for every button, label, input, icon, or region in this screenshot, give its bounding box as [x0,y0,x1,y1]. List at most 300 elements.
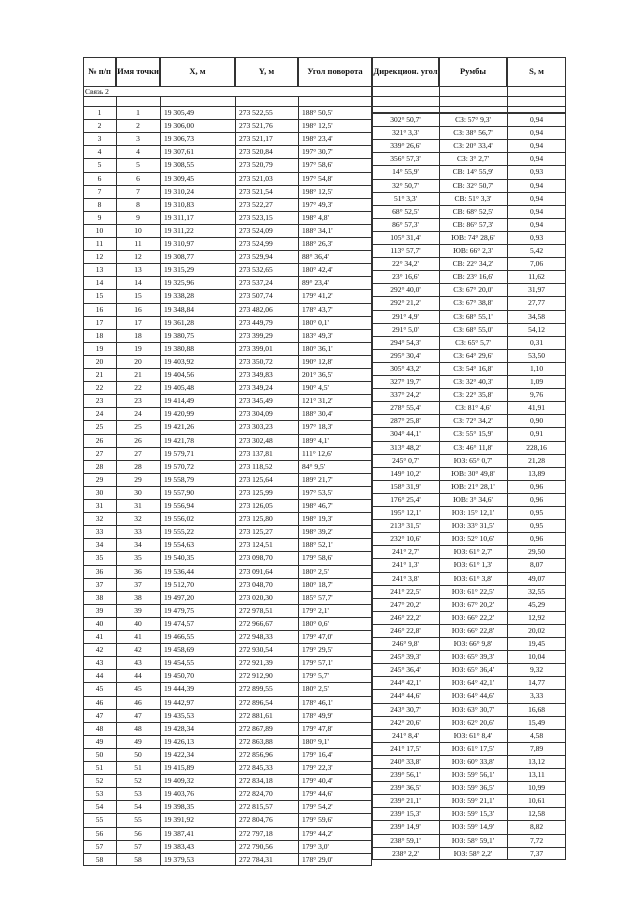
row-divider [372,834,566,835]
x-coordinate: 19 380,75 [164,330,194,340]
direction-angle: 239° 56,1' [390,770,421,779]
row-number: 1 [97,108,102,117]
row-divider [83,486,372,487]
turn-angle: 180° 42,4' [302,265,333,275]
direction-angle: 245° 0,7' [392,455,419,465]
turn-angle: 198° 46,7' [302,501,333,510]
turn-angle: 180° 2,5' [302,566,329,576]
y-coordinate: 273 399,01 [239,343,273,353]
x-coordinate: 19 421,78 [164,435,194,445]
row-number: 41 [95,632,104,641]
row-divider [83,460,372,461]
row-number: 5 [97,160,102,170]
row-divider [83,158,372,159]
x-coordinate: 19 338,28 [164,291,194,301]
row-divider [83,565,372,566]
y-coordinate: 273 048,70 [239,579,273,589]
point-name: 52 [134,776,142,786]
turn-angle: 179° 44,6' [302,789,333,799]
segment-length: 53,50 [528,350,545,360]
turn-angle: 188° 30,4' [302,409,333,419]
row-number: 11 [95,239,104,248]
point-name: 19 [134,343,142,353]
direction-angle: 240° 33,8' [390,756,421,766]
row-number: 21 [95,370,104,379]
x-coordinate: 19 404,56 [164,370,194,379]
x-coordinate: 19 306,00 [164,121,194,131]
rumb-value: СЗ: 57° 9,3' [455,115,491,124]
x-coordinate: 19 556,94 [164,501,194,510]
row-divider [83,578,372,579]
row-number: 4 [97,147,102,157]
row-divider [372,336,566,337]
row-divider [372,310,566,311]
y-coordinate: 273 118,52 [239,461,273,471]
y-coordinate: 273 449,79 [239,317,273,327]
point-name: 25 [134,422,142,432]
direction-angle: 158° 31,9' [390,481,421,491]
turn-angle: 180° 0,1' [302,317,329,327]
turn-angle: 179° 47,0' [302,632,333,641]
turn-angle: 179° 3,0' [302,841,329,851]
point-name: 21 [134,370,142,379]
direction-angle: 242° 20,6' [390,717,421,727]
segment-length: 45,29 [528,599,545,609]
point-name: 1 [136,108,140,117]
row-number: 27 [95,448,104,458]
turn-angle: 189° 4,1' [302,435,329,445]
segment-length: 8,82 [529,822,544,832]
point-name: 9 [136,212,140,222]
row-divider [83,394,372,395]
row-divider [372,257,566,258]
row-divider [372,244,566,245]
direction-angle: 86° 57,3' [392,219,419,229]
x-coordinate: 19 466,55 [164,632,194,641]
turn-angle: 198° 12,5' [302,121,333,131]
y-coordinate: 273 020,30 [239,592,273,602]
segment-length: 12,92 [528,612,545,622]
row-divider [372,624,566,625]
rumb-value: ЮЗ: 59° 56,1' [451,770,495,779]
x-coordinate: 19 308,55 [164,160,194,170]
direction-angle: 51° 3,3' [393,193,418,203]
row-number: 44 [95,671,104,681]
direction-angle: 246° 22,2' [390,612,421,622]
y-coordinate: 272 948,33 [239,632,273,641]
row-divider [83,473,372,474]
row-number: 24 [95,409,104,419]
rumb-value: ЮЗ: 61° 22,5' [451,586,495,596]
row-number: 19 [95,343,104,353]
rumb-value: СЗ: 46° 11,8' [453,442,493,452]
row-divider [83,381,372,382]
x-coordinate: 19 391,92 [164,815,194,825]
turn-angle: 197° 49,3' [302,199,333,209]
row-number: 3 [97,134,102,144]
row-divider [372,847,566,848]
y-coordinate: 273 520,84 [239,147,273,157]
point-name: 39 [134,605,142,615]
y-coordinate: 272 930,54 [239,645,273,655]
turn-angle: 178° 49,9' [302,710,333,720]
x-coordinate: 19 554,63 [164,540,194,550]
direction-angle: 243° 30,7' [390,704,421,714]
x-coordinate: 19 311,22 [164,225,194,235]
turn-angle: 179° 54,2' [302,802,333,812]
rumb-value: ЮВ: 66° 2,3' [453,246,493,255]
rumb-value: ЮЗ: 52° 10,6' [451,534,495,544]
turn-angle: 179° 41,2' [302,291,333,301]
row-number: 38 [95,592,104,602]
row-divider [372,165,566,166]
direction-angle: 287° 25,8' [390,416,421,426]
rumb-value: СЗ: 68° 55,0' [453,324,493,334]
row-divider [372,598,566,599]
row-divider [372,585,566,586]
row-number: 35 [95,553,104,563]
turn-angle: 178° 46,1' [302,697,333,707]
point-name: 2 [136,121,140,131]
y-coordinate: 272 784,31 [239,854,273,864]
direction-angle: 113° 57,7' [390,246,421,255]
rumb-value: ЮЗ: 61° 3,8' [453,573,493,583]
turn-angle: 197° 18,3' [302,422,333,432]
row-number: 51 [95,763,104,772]
rumb-value: СВ: 51° 3,3' [454,193,492,203]
y-coordinate: 273 091,64 [239,566,273,576]
segment-length: 0,94 [529,115,544,124]
header-dir: Дирекцион. угол [372,57,439,87]
point-name: 14 [134,278,142,288]
row-number: 34 [95,540,104,550]
rumb-value: СЗ: 67° 38,8' [453,298,493,308]
direction-angle: 356° 57,3' [390,154,421,164]
direction-angle: 291° 5,0' [392,324,419,334]
direction-angle: 149° 10,2' [390,468,421,478]
direction-angle: 294° 54,3' [390,337,421,347]
rumb-value: СЗ: 22° 35,8' [453,390,493,400]
rumb-value: СВ: 68° 52,5' [452,206,494,216]
row-number: 9 [97,212,102,222]
turn-angle: 197° 58,6' [302,160,333,170]
rumb-value: ЮЗ: 59° 36,5' [451,783,495,793]
x-coordinate: 19 579,71 [164,448,194,458]
segment-length: 9,76 [529,390,544,400]
segment-length: 0,96 [529,481,544,491]
row-divider [83,787,372,788]
rumb-value: СВ: 22° 34,2' [452,259,494,269]
row-number: 22 [95,383,104,393]
rumb-value: ЮЗ: 59° 14,9' [451,822,495,832]
segment-length: 3,33 [529,691,544,701]
turn-angle: 180° 9,1' [302,736,329,746]
turn-angle: 179° 16,4' [302,749,333,759]
row-number: 6 [97,173,102,183]
row-number: 55 [95,815,104,825]
y-coordinate: 273 302,48 [239,435,273,445]
turn-angle: 180° 36,1' [302,343,333,353]
rumb-value: СЗ: 20° 33,4' [453,141,493,151]
point-name: 13 [134,265,142,275]
rumb-value: ЮЗ: 65° 36,4' [451,665,495,675]
direction-angle: 292° 21,2' [390,298,421,308]
y-coordinate: 272 804,76 [239,815,273,825]
point-name: 38 [134,592,142,602]
row-number: 8 [97,199,102,209]
segment-length: 0,94 [529,141,544,151]
row-divider [372,663,566,664]
segment-length: 13,11 [528,770,545,779]
segment-length: 34,58 [528,311,545,321]
row-divider [372,572,566,573]
rumb-value: ЮЗ: 33° 31,5' [451,521,495,531]
direction-angle: 302° 50,7' [390,115,421,124]
header-angle: Угол поворота [298,57,372,87]
row-divider [83,604,372,605]
row-divider [372,414,566,415]
x-coordinate: 19 315,29 [164,265,194,275]
direction-angle: 32° 50,7' [392,180,419,190]
row-divider [83,669,372,670]
segment-length: 0,90 [529,416,544,426]
point-name: 10 [134,225,142,235]
x-coordinate: 19 348,84 [164,304,194,314]
rumb-value: СВ: 14° 55,9' [452,167,494,177]
segment-length: 0,91 [529,429,544,439]
y-coordinate: 273 524,09 [239,225,273,235]
row-divider [372,637,566,638]
row-divider [372,519,566,520]
point-name: 43 [134,658,142,668]
turn-angle: 89° 23,4' [302,278,329,288]
point-name: 8 [136,199,140,209]
direction-angle: 239° 15,3' [390,809,421,819]
row-divider [372,768,566,769]
segment-length: 13,89 [528,468,545,478]
y-coordinate: 272 921,39 [239,658,273,668]
row-divider [83,709,372,710]
point-name: 12 [134,252,142,262]
row-number: 13 [95,265,104,275]
row-divider [372,532,566,533]
row-divider [372,126,566,127]
row-divider [372,441,566,442]
segment-length: 0,93 [529,167,544,177]
point-name: 32 [134,514,142,524]
segment-length: 0,95 [529,508,544,517]
section-label: Связь 2 [85,87,109,96]
x-coordinate: 19 325,96 [164,278,194,288]
y-coordinate: 273 125,99 [239,487,273,497]
segment-length: 41,91 [528,403,545,413]
segment-length: 14,77 [528,678,545,688]
rumb-value: ЮЗ: 66° 9,8' [453,639,493,648]
point-name: 48 [134,723,142,733]
direction-angle: 244° 42,1' [390,678,421,688]
turn-angle: 179° 44,2' [302,828,333,838]
point-name: 30 [134,487,142,497]
row-divider [83,224,372,225]
point-name: 51 [134,763,142,772]
x-coordinate: 19 512,70 [164,579,194,589]
direction-angle: 105° 31,4' [390,232,421,242]
segment-length: 4,58 [529,730,544,740]
point-name: 46 [134,697,142,707]
spacer-row [372,106,566,113]
x-coordinate: 19 570,72 [164,461,194,471]
x-coordinate: 19 403,92 [164,356,194,366]
segment-length: 0,94 [529,193,544,203]
row-divider [372,689,566,690]
rumb-value: ЮЗ: 65° 39,3' [451,652,495,662]
point-name: 7 [136,186,140,196]
point-name: 6 [136,173,140,183]
y-coordinate: 272 815,57 [239,802,273,812]
segment-length: 0,96 [529,494,544,504]
x-coordinate: 19 497,20 [164,592,194,602]
point-name: 45 [134,684,142,694]
turn-angle: 178° 29,0' [302,854,333,864]
row-divider [83,538,372,539]
turn-angle: 188° 52,1' [302,540,333,550]
segment-length: 0,95 [529,521,544,531]
y-coordinate: 273 349,83 [239,370,273,379]
row-divider [372,742,566,743]
segment-length: 49,07 [528,573,545,583]
direction-angle: 337° 24,2' [390,390,421,400]
x-coordinate: 19 387,41 [164,828,194,838]
row-divider [372,676,566,677]
y-coordinate: 273 345,49 [239,396,273,406]
point-name: 17 [134,317,142,327]
row-divider [83,303,372,304]
row-number: 57 [95,841,104,851]
segment-length: 0,94 [529,219,544,229]
row-divider [372,611,566,612]
row-divider [372,231,566,232]
point-name: 29 [134,474,142,484]
turn-angle: 179° 57,1' [302,658,333,668]
x-coordinate: 19 479,75 [164,605,194,615]
row-number: 42 [95,645,104,655]
point-name: 20 [134,356,142,366]
point-name: 53 [134,789,142,799]
direction-angle: 246° 22,8' [390,625,421,635]
row-divider [83,289,372,290]
row-divider [83,682,372,683]
turn-angle: 111° 12,6' [302,448,333,458]
row-divider [372,650,566,651]
rumb-value: СЗ: 55° 15,9' [453,429,493,439]
segment-length: 9,32 [529,665,544,675]
segment-length: 0,94 [529,206,544,216]
direction-angle: 245° 39,3' [390,652,421,662]
row-divider [372,716,566,717]
direction-angle: 241° 8,4' [392,730,419,740]
row-divider [83,512,372,513]
direction-angle: 241° 22,5' [390,586,421,596]
rumb-value: ЮЗ: 59° 15,3' [451,809,495,819]
turn-angle: 188° 34,1' [302,225,333,235]
row-divider [83,853,372,854]
row-divider [83,263,372,264]
turn-angle: 183° 49,3' [302,330,333,340]
turn-angle: 197° 53,5' [302,487,333,497]
direction-angle: 22° 34,2' [392,259,419,269]
turn-angle: 190° 4,5' [302,383,329,393]
row-number: 45 [95,684,104,694]
segment-length: 10,99 [528,783,545,793]
row-divider [83,630,372,631]
rumb-value: СЗ: 38° 56,7' [453,128,493,138]
rumb-value: ЮЗ: 15° 12,1' [451,508,495,517]
direction-angle: 241° 2,7' [392,547,419,557]
y-coordinate: 272 966,67 [239,618,273,628]
row-divider [83,316,372,317]
row-divider [372,375,566,376]
direction-angle: 246° 9,8' [392,639,419,648]
y-coordinate: 272 834,18 [239,776,273,786]
row-number: 12 [95,252,104,262]
segment-length: 13,12 [528,756,545,766]
point-name: 40 [134,618,142,628]
row-divider [372,296,566,297]
header-num: № п/п [83,57,116,87]
y-coordinate: 272 856,96 [239,749,273,759]
direction-angle: 239° 21,1' [390,796,421,806]
row-divider [83,813,372,814]
row-divider [372,192,566,193]
y-coordinate: 273 521,03 [239,173,273,183]
segment-length: 1,10 [529,363,544,373]
point-name: 24 [134,409,142,419]
header-y: Y, м [235,57,298,87]
x-coordinate: 19 540,35 [164,553,194,563]
rumb-value: ЮЗ: 61° 8,4' [453,730,493,740]
turn-angle: 179° 58,6' [302,553,333,563]
y-coordinate: 273 522,27 [239,199,273,209]
x-coordinate: 19 414,49 [164,396,194,406]
point-name: 56 [134,828,142,838]
row-number: 52 [95,776,104,786]
row-divider [372,820,566,821]
rumb-value: ЮЗ: 65° 0,7' [453,455,493,465]
row-divider [83,748,372,749]
row-number: 46 [95,697,104,707]
point-name: 58 [134,854,142,864]
rumb-value: ЮЗ: 64° 44,6' [451,691,495,701]
direction-angle: 238° 2,2' [392,848,419,858]
row-divider [83,761,372,762]
row-divider [372,283,566,284]
rumb-value: ЮЗ: 58° 59,1' [451,835,495,845]
rumb-value: СЗ: 72° 34,2' [453,416,493,426]
row-divider [372,139,566,140]
row-divider [372,427,566,428]
x-coordinate: 19 415,89 [164,763,194,772]
row-number: 20 [95,356,104,366]
x-coordinate: 19 556,02 [164,514,194,524]
point-name: 34 [134,540,142,550]
row-divider [83,420,372,421]
direction-angle: 23° 16,6' [392,272,419,282]
turn-angle: 84° 9,5' [302,461,326,471]
turn-angle: 201° 36,5' [302,370,333,379]
segment-length: 31,97 [528,285,545,295]
y-coordinate: 272 863,88 [239,736,273,746]
row-number: 56 [95,828,104,838]
